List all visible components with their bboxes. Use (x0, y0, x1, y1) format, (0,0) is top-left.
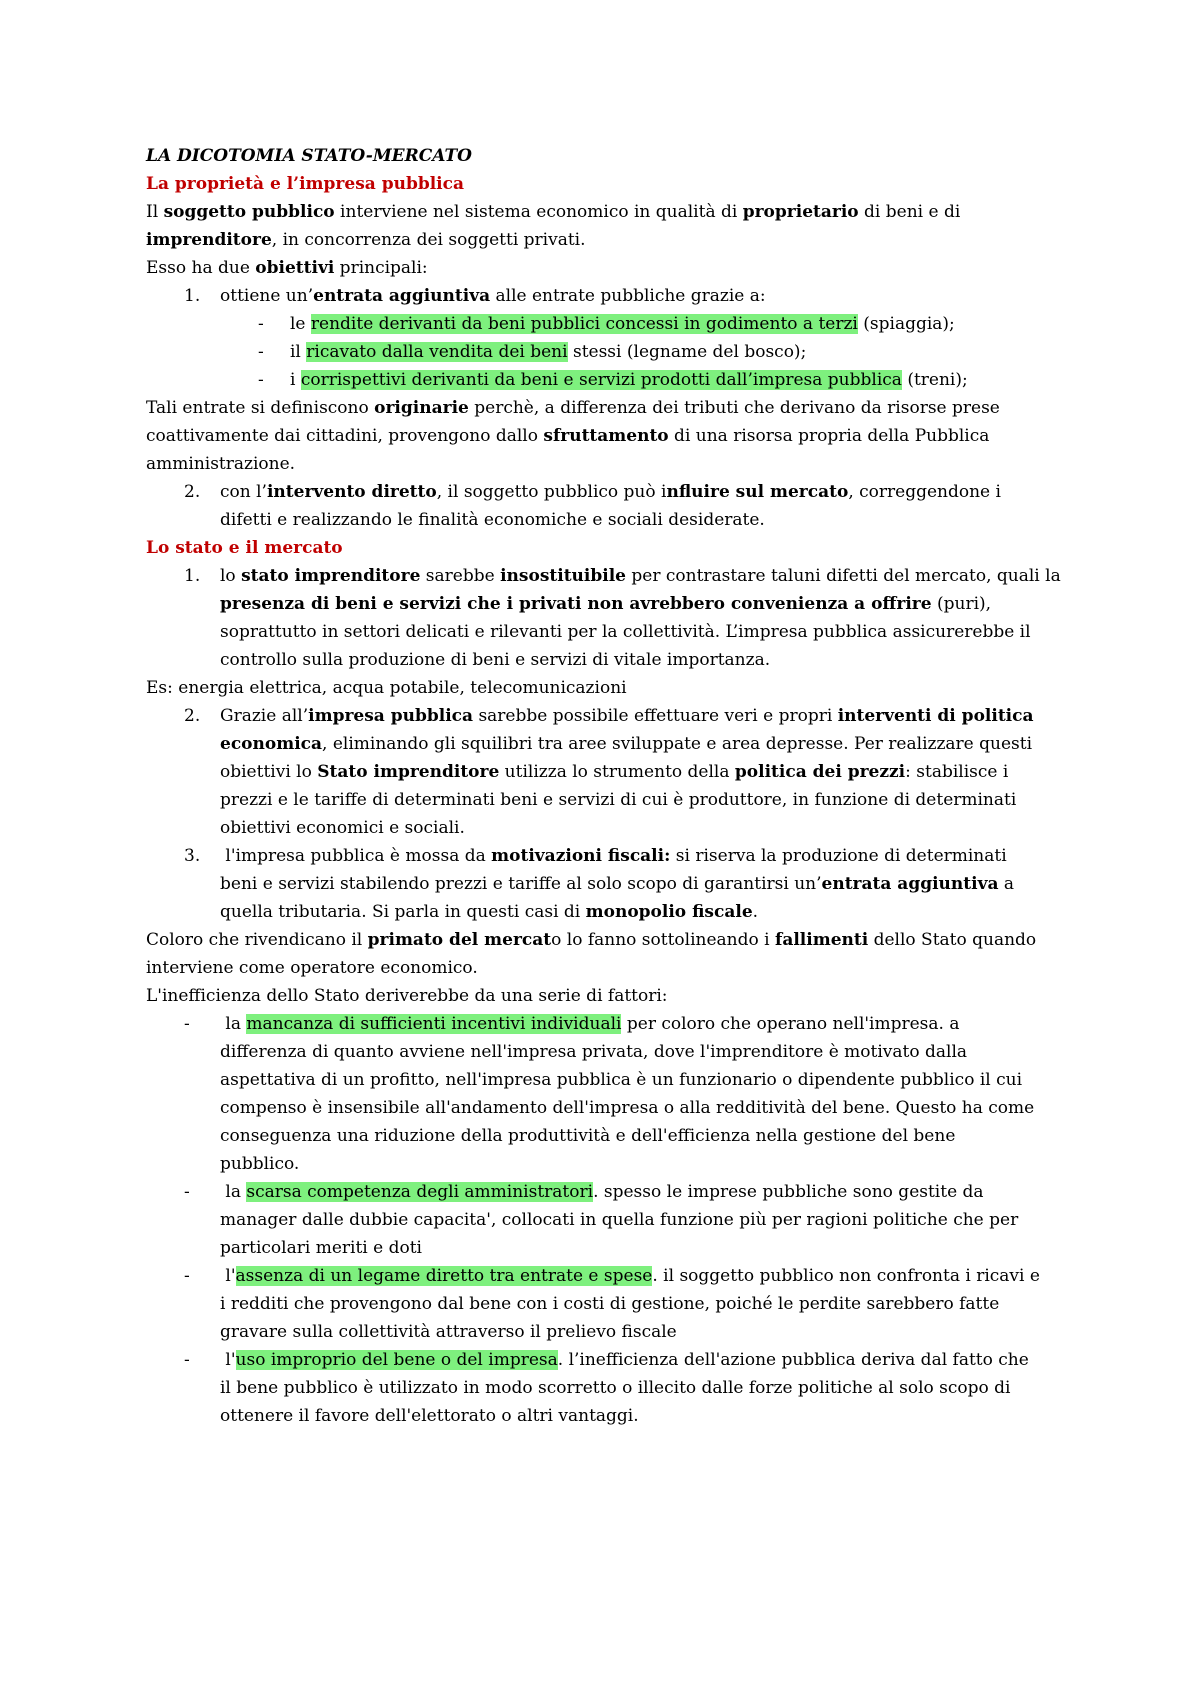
highlighted-text: mancanza di sufficienti incentivi individuali (246, 1014, 622, 1034)
text-line (146, 926, 1076, 954)
text-run: . il soggetto pubblico non confronta i ricavi e (652, 1266, 1040, 1286)
text-run: , il soggetto pubblico può i (436, 482, 667, 502)
dash-bullet: - (184, 1182, 190, 1202)
bold-text: stato imprenditore (241, 566, 421, 586)
bold-text: originarie (374, 398, 469, 418)
highlighted-text: corrispettivi derivanti da beni e servizi prodotti dall’impresa pubblica (300, 370, 902, 390)
factor-item (146, 1178, 1076, 1206)
list-item-first-line (146, 562, 1076, 590)
text-run: gravare sulla collettività attraverso il prelievo fiscale (220, 1322, 677, 1342)
text-run: stessi (legname del bosco); (567, 342, 807, 362)
text-run: i redditi che provengono dal bene con i costi di gestione, poiché le perdite sarebbero fatte (220, 1294, 1000, 1314)
list-item-1 (146, 282, 1076, 394)
text-run: compenso è insensibile all'andamento dell'impresa o alla redditività del bene. Questo ha come (220, 1098, 1035, 1118)
list-item-continuation (146, 758, 1076, 786)
text-run: beni e servizi stabilendo prezzi e tariffe al solo scopo di garantirsi un’ (220, 874, 822, 894)
text-run: pubblico. (220, 1154, 300, 1174)
text-run: di una risorsa propria della Pubblica (668, 426, 990, 446)
paragraph-fallimenti (146, 926, 1076, 1010)
text-run: dello Stato quando (868, 930, 1037, 950)
text-run: si riserva la produzione di determinati (670, 846, 1007, 866)
list-item-stato-2 (146, 702, 1076, 842)
text-line (146, 226, 1076, 254)
list-item-first-line (146, 842, 1076, 870)
bold-text: proprietario (742, 202, 859, 222)
bold-text: intervento diretto (266, 482, 437, 502)
text-run: . l’inefficienza dell'azione pubblica deriva dal fatto che (557, 1350, 1029, 1370)
text-run: con l’ (220, 482, 267, 502)
text-run: utilizza lo strumento della (499, 762, 735, 782)
text-run: Il (146, 202, 164, 222)
bold-text: fallimenti (775, 930, 869, 950)
bold-text: imprenditore (146, 230, 272, 250)
bold-text: entrata aggiuntiva (821, 874, 999, 894)
text-run: amministrazione. (146, 454, 296, 474)
text-run: per contrastare taluni difetti del mercato, quali la (626, 566, 1061, 586)
list-item-continuation (146, 898, 1076, 926)
factor-continuation (146, 1318, 1076, 1346)
dash-bullet: - (258, 342, 264, 362)
text-run: Coloro che rivendicano il (146, 930, 368, 950)
dash-bullet: - (184, 1014, 190, 1034)
bold-text: monopolio fiscale (585, 902, 753, 922)
text-run: controllo sulla produzione di beni e servizi di vitale importanza. (220, 650, 771, 670)
factor-continuation (146, 1234, 1076, 1262)
bold-text: entrata aggiuntiva (313, 286, 491, 306)
factor-continuation (146, 1038, 1076, 1066)
bold-text: soggetto pubblico (163, 202, 335, 222)
bold-text: politica dei prezzi (734, 762, 906, 782)
list-item-continuation (146, 506, 1076, 534)
factor-continuation (146, 1206, 1076, 1234)
text-run: di beni e di (858, 202, 961, 222)
section-heading-stato-mercato: Lo stato e il mercato (146, 538, 343, 558)
bold-text: obiettivi (255, 258, 335, 278)
text-run: , correggendone i (848, 482, 1001, 502)
list-item-first-line (146, 702, 1076, 730)
list-item-1-content (220, 286, 766, 306)
text-run: , eliminando gli squilibri tra aree sviluppate e area depresse. Per realizzare questi (322, 734, 1033, 754)
bold-text: motivazioni fiscali: (491, 846, 671, 866)
text-run: Tali entrate si definiscono (146, 398, 375, 418)
factor-continuation (146, 1374, 1076, 1402)
paragraph-obiettivi (146, 254, 1076, 282)
sublist-item (146, 338, 1076, 366)
list-item-continuation (146, 730, 1076, 758)
text-run: o lo fanno sottolineando i (551, 930, 775, 950)
text-run: interviene nel sistema economico in qualità di (334, 202, 743, 222)
text-run: a (998, 874, 1015, 894)
highlighted-text: uso improprio del bene o del impresa (235, 1350, 558, 1370)
text-line (146, 394, 1076, 422)
text-run: il bene pubblico è utilizzato in modo scorretto o illecito dalle forze politiche al solo scopo di (220, 1378, 1011, 1398)
text-run: differenza di quanto avviene nell'impresa privata, dove l'imprenditore è motivato dalla (220, 1042, 968, 1062)
text-run: i (290, 370, 301, 390)
text-run: coattivamente dai cittadini, provengono dallo (146, 426, 544, 446)
list-item-continuation (146, 870, 1076, 898)
factor-continuation (146, 1290, 1076, 1318)
text-run: conseguenza una riduzione della produttività e dell'efficienza nella gestione del bene (220, 1126, 956, 1146)
text-run: interviene come operatore economico. (146, 958, 478, 978)
bold-text: economica (220, 734, 323, 754)
dash-bullet: - (184, 1350, 190, 1370)
highlighted-text: scarsa competenza degli amministratori (246, 1182, 594, 1202)
text-run: la (220, 1014, 247, 1034)
factor-continuation (146, 1150, 1076, 1178)
list-item-continuation (146, 786, 1076, 814)
sublist (146, 310, 1076, 394)
text-run: alle entrate pubbliche grazie a: (490, 286, 766, 306)
text-line (146, 254, 1076, 282)
factor-item (146, 1346, 1076, 1374)
text-run: per coloro che operano nell'impresa. a (621, 1014, 960, 1034)
bold-text: insostituibile (500, 566, 626, 586)
paragraph-entrate-originarie (146, 394, 1076, 478)
text-run: Grazie all’ (220, 706, 309, 726)
bold-text: impresa pubblica (308, 706, 474, 726)
text-run: Es: energia elettrica, acqua potabile, telecomunicazioni (146, 678, 627, 698)
paragraph-intro (146, 198, 1076, 254)
text-run: L'inefficienza dello Stato deriverebbe da una serie di fattori: (146, 986, 668, 1006)
bold-text: presenza di beni e servizi che i privati non avrebbero convenienza a offrire (220, 594, 932, 614)
list-number: 1. (184, 566, 201, 586)
text-line (146, 674, 1076, 702)
document-title: LA DICOTOMIA STATO-MERCATO (146, 146, 472, 166)
list-item-first-line (146, 478, 1076, 506)
text-line (146, 450, 1076, 478)
list-number: 2. (184, 706, 201, 726)
text-run: quella tributaria. Si parla in questi casi di (220, 902, 586, 922)
factor-continuation (146, 1122, 1076, 1150)
text-run: , in concorrenza dei soggetti privati. (271, 230, 586, 250)
factor-continuation (146, 1402, 1076, 1430)
highlighted-text: ricavato dalla vendita dei beni (306, 342, 568, 362)
text-line (146, 198, 1076, 226)
text-run: : stabilisce i (905, 762, 1009, 782)
text-run: particolari meriti e doti (220, 1238, 422, 1258)
list-item-continuation (146, 590, 1076, 618)
text-run: l'impresa pubblica è mossa da (220, 846, 492, 866)
highlighted-text: assenza di un legame diretto tra entrate e spese (235, 1266, 653, 1286)
text-line (146, 422, 1076, 450)
paragraph-example (146, 674, 1076, 702)
text-run: prezzi e le tariffe di determinati beni e servizi di cui è produttore, in funzione di determinati (220, 790, 1017, 810)
list-item-continuation (146, 618, 1076, 646)
list-item-stato-3 (146, 842, 1076, 926)
text-run: (puri), (931, 594, 992, 614)
text-run: soprattutto in settori delicati e rilevanti per la collettività. L’impresa pubblica assicurerebbe il (220, 622, 1031, 642)
text-run: principali: (334, 258, 428, 278)
factors-list (146, 1010, 1076, 1430)
bold-text: Stato imprenditore (317, 762, 500, 782)
text-run: Esso ha due (146, 258, 256, 278)
bold-text: interventi di politica (837, 706, 1034, 726)
text-run: (treni); (901, 370, 968, 390)
section-heading-proprieta: La proprietà e l’impresa pubblica (146, 174, 464, 194)
list-item-stato-1 (146, 562, 1076, 674)
text-run: . (752, 902, 759, 922)
sublist-item (146, 366, 1076, 394)
text-run: l' (220, 1350, 236, 1370)
document-page (146, 142, 1076, 1430)
dash-bullet: - (258, 370, 264, 390)
text-run: perchè, a differenza dei tributi che derivano da risorse prese (468, 398, 1000, 418)
text-run: obiettivi lo (220, 762, 318, 782)
list-item-2 (146, 478, 1076, 534)
text-line (146, 954, 1076, 982)
text-run: l' (220, 1266, 236, 1286)
text-run: . spesso le imprese pubbliche sono gestite da (593, 1182, 984, 1202)
text-run: sarebbe possibile effettuare veri e propri (473, 706, 838, 726)
list-item-1-text (146, 282, 1076, 310)
text-run: la (220, 1182, 247, 1202)
text-run: difetti e realizzando le finalità economiche e sociali desiderate. (220, 510, 765, 530)
text-run: lo (220, 566, 242, 586)
bold-text: nfluire sul mercato (666, 482, 849, 502)
text-run: manager dalle dubbie capacita', collocati in quella funzione più per ragioni politiche che per (220, 1210, 1019, 1230)
factor-item (146, 1010, 1076, 1038)
text-run: il (290, 342, 307, 362)
bold-text: sfruttamento (543, 426, 669, 446)
text-run: aspettativa di un profitto, nell'impresa pubblica è un funzionario o dipendente pubblico il cui (220, 1070, 1023, 1090)
list-number: 1. (184, 286, 201, 306)
text-line (146, 982, 1076, 1010)
sublist-item (146, 310, 1076, 338)
text-run: (spiaggia); (857, 314, 955, 334)
text-run: sarebbe (420, 566, 501, 586)
factor-continuation (146, 1066, 1076, 1094)
text-run: le (290, 314, 311, 334)
text-run: obiettivi economici e sociali. (220, 818, 465, 838)
list-item-continuation (146, 814, 1076, 842)
highlighted-text: rendite derivanti da beni pubblici concessi in godimento a terzi (310, 314, 858, 334)
list-number: 3. (184, 846, 201, 866)
text-run: ottiene un’ (220, 286, 314, 306)
bold-text: primato del mercat (367, 930, 552, 950)
dash-bullet: - (258, 314, 264, 334)
list-number: 2. (184, 482, 201, 502)
factor-item (146, 1262, 1076, 1290)
dash-bullet: - (184, 1266, 190, 1286)
list-item-continuation (146, 646, 1076, 674)
factor-continuation (146, 1094, 1076, 1122)
text-run: ottenere il favore dell'elettorato o altri vantaggi. (220, 1406, 639, 1426)
